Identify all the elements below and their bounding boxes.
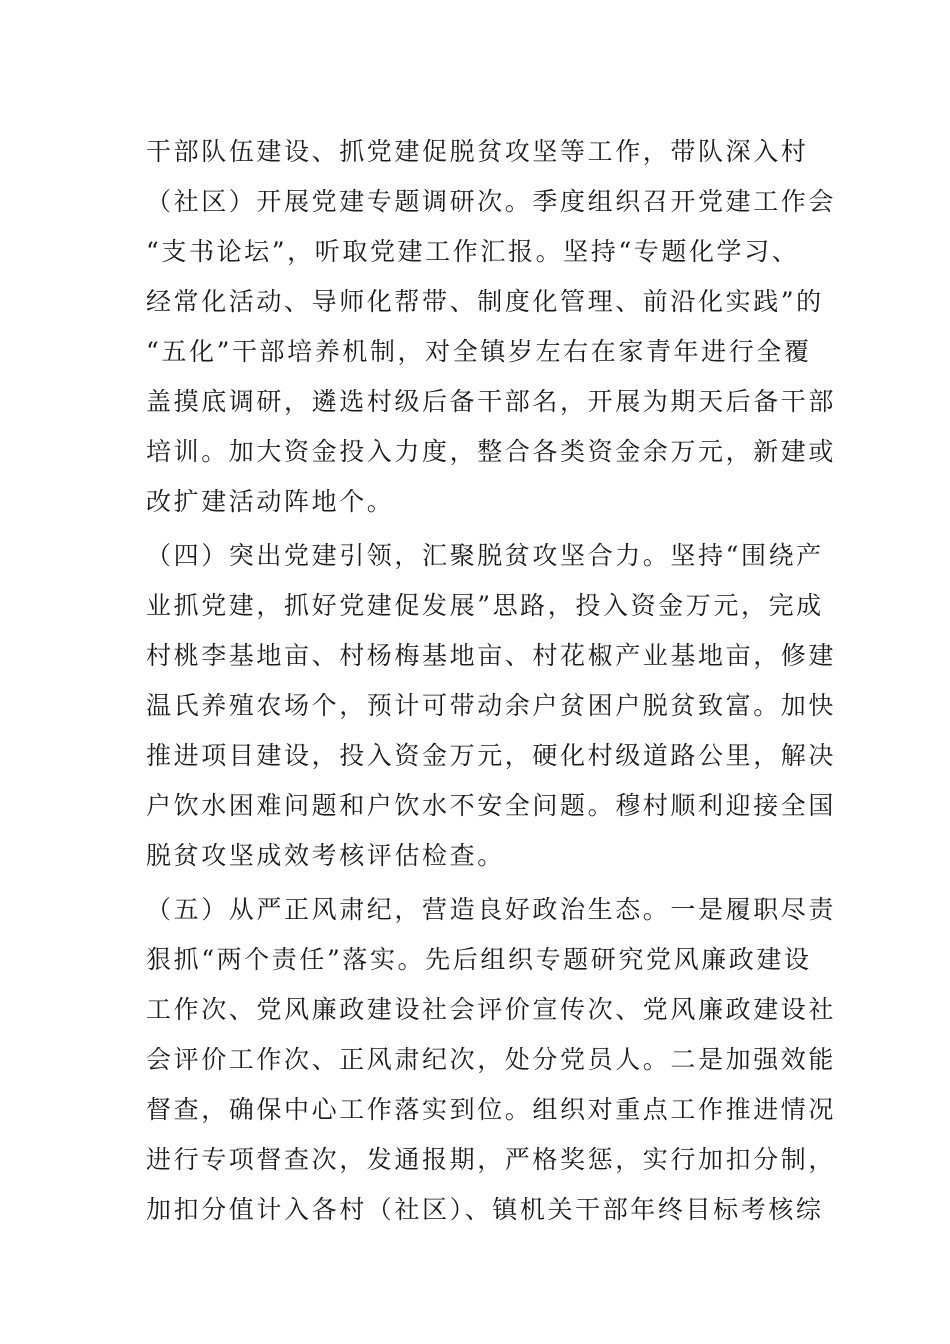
text-line: 会评价工作次、正风肃纪次，处分党员人。二是加强效能 [146, 1045, 837, 1074]
text-line: 脱贫攻坚成效考核评估检查。 [146, 841, 505, 870]
text-line: 督查，确保中心工作落实到位。组织对重点工作推进情况 [146, 1095, 837, 1124]
text-line: 工作次、党风廉政建设社会评价宣传次、党风廉政建设社 [146, 995, 837, 1024]
text-line: 干部队伍建设、抓党建促脱贫攻坚等工作，带队深入村 [146, 137, 809, 166]
text-line: 盖摸底调研，遴选村级后备干部名，开展为期天后备干部 [146, 387, 837, 416]
text-line: 加扣分值计入各村（社区）、镇机关干部年终目标考核综 [146, 1195, 824, 1224]
section-4-heading-line: （四）突出党建引领，汇聚脱贫攻坚合力。坚持“围绕产 [146, 541, 824, 570]
text-line: 经常化活动、导师化帮带、制度化管理、前沿化实践”的 [146, 287, 824, 316]
text-line: 业抓党建，抓好党建促发展”思路，投入资金万元，完成 [146, 591, 824, 620]
text-line: 培训。加大资金投入力度，整合各类资金余万元，新建或 [146, 437, 837, 466]
text-line: 温氏养殖农场个，预计可带动余户贫困户脱贫致富。加快 [146, 691, 837, 720]
section-5-heading-line: （五）从严正风肃纪，营造良好政治生态。一是履职尽责 [146, 895, 837, 924]
text-line: 进行专项督查次，发通报期，严格奖惩，实行加扣分制， [146, 1145, 837, 1174]
text-line: 推进项目建设，投入资金万元，硬化村级道路公里，解决 [146, 741, 837, 770]
text-line: 村桃李基地亩、村杨梅基地亩、村花椒产业基地亩，修建 [146, 641, 837, 670]
text-line: （社区）开展党建专题调研次。季度组织召开党建工作会 [146, 187, 837, 216]
text-line: 户饮水困难问题和户饮水不安全问题。穆村顺利迎接全国 [146, 791, 837, 820]
text-line: “五化”干部培养机制，对全镇岁左右在家青年进行全覆 [146, 337, 812, 366]
document-body [146, 130, 837, 1238]
text-line: 改扩建活动阵地个。 [146, 487, 395, 516]
text-line: 狠抓“两个责任”落实。先后组织专题研究党风廉政建设 [146, 945, 812, 974]
text-line: “支书论坛”，听取党建工作汇报。坚持“专题化学习、 [146, 237, 800, 266]
